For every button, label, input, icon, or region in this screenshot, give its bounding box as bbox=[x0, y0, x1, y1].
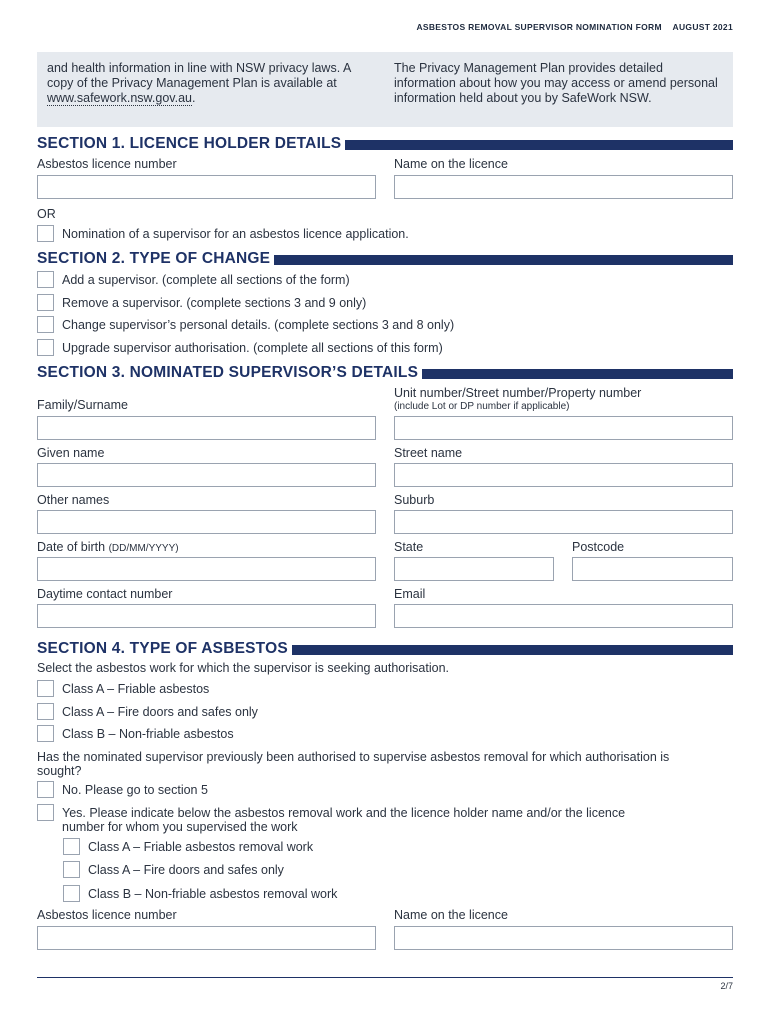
phone-label: Daytime contact number bbox=[37, 587, 173, 601]
nomination-option-label: Nomination of a supervisor for an asbestos licence application. bbox=[62, 227, 409, 241]
dob-format: (DD/MM/YYYY) bbox=[108, 543, 179, 554]
section-bar bbox=[274, 255, 733, 265]
s1-licence-number-label: Asbestos licence number bbox=[37, 157, 177, 171]
prev-class-a-fire-doors-checkbox[interactable] bbox=[63, 861, 80, 878]
previous-authorisation-question: Has the nominated supervisor previously been authorised to supervise asbestos removal for which authorisation is sought? bbox=[37, 750, 670, 778]
section-4-heading bbox=[37, 640, 733, 658]
dob-label: Date of birth (DD/MM/YYYY) bbox=[37, 540, 179, 554]
section-2-title: SECTION 2. TYPE OF CHANGE bbox=[37, 250, 271, 267]
family-name-input[interactable] bbox=[37, 416, 376, 440]
class-a-friable-checkbox[interactable] bbox=[37, 680, 54, 697]
phone-input[interactable] bbox=[37, 604, 376, 628]
remove-supervisor-checkbox[interactable] bbox=[37, 294, 54, 311]
no-checkbox[interactable] bbox=[37, 781, 54, 798]
prev-work-option-label: Class A – Fire doors and safes only bbox=[88, 863, 284, 877]
change-option-label: Add a supervisor. (complete all sections of the form) bbox=[62, 273, 350, 287]
section-3-heading bbox=[37, 364, 733, 382]
email-input[interactable] bbox=[394, 604, 733, 628]
yes-checkbox[interactable] bbox=[37, 804, 54, 821]
asbestos-option-label: Class A – Fire doors and safes only bbox=[62, 705, 258, 719]
privacy-left-text: and health information in line with NSW privacy laws. A copy of the Privacy Management Plan is available at www.safework.nsw.gov.au. bbox=[47, 61, 351, 105]
form-header bbox=[416, 22, 733, 32]
postcode-input[interactable] bbox=[572, 557, 733, 581]
family-name-label: Family/Surname bbox=[37, 398, 128, 412]
unit-number-sublabel: (include Lot or DP number if applicable) bbox=[394, 401, 570, 412]
asbestos-option-label: Class B – Non-friable asbestos bbox=[62, 727, 234, 741]
privacy-box bbox=[37, 52, 733, 127]
unit-number-label: Unit number/Street number/Property number bbox=[394, 386, 642, 400]
class-a-fire-doors-checkbox[interactable] bbox=[37, 703, 54, 720]
postcode-label: Postcode bbox=[572, 540, 625, 554]
section-bar bbox=[422, 369, 733, 379]
nomination-checkbox[interactable] bbox=[37, 225, 54, 242]
footer-divider bbox=[37, 977, 733, 978]
other-names-input[interactable] bbox=[37, 510, 376, 534]
section-2-heading bbox=[37, 250, 733, 268]
dob-input[interactable] bbox=[37, 557, 376, 581]
form-title: ASBESTOS REMOVAL SUPERVISOR NOMINATION FORM bbox=[416, 22, 662, 32]
upgrade-authorisation-checkbox[interactable] bbox=[37, 339, 54, 356]
s1-licence-name-input[interactable] bbox=[394, 175, 733, 199]
asbestos-intro: Select the asbestos work for which the supervisor is seeking authorisation. bbox=[37, 661, 450, 675]
asbestos-option-label: Class A – Friable asbestos bbox=[62, 682, 210, 696]
suburb-input[interactable] bbox=[394, 510, 733, 534]
section-1-title: SECTION 1. LICENCE HOLDER DETAILS bbox=[37, 135, 342, 152]
state-input[interactable] bbox=[394, 557, 554, 581]
other-names-label: Other names bbox=[37, 493, 110, 507]
yes-option-label: Yes. Please indicate below the asbestos removal work and the licence holder name and/or the licence number for whom you supervised the work bbox=[62, 806, 626, 834]
unit-number-input[interactable] bbox=[394, 416, 733, 440]
s4-licence-name-input[interactable] bbox=[394, 926, 733, 950]
email-label: Email bbox=[394, 587, 426, 601]
street-name-label: Street name bbox=[394, 446, 463, 460]
page-number: 2/7 bbox=[720, 981, 733, 991]
prev-work-option-label: Class A – Friable asbestos removal work bbox=[88, 840, 314, 854]
street-name-input[interactable] bbox=[394, 463, 733, 487]
s4-licence-number-input[interactable] bbox=[37, 926, 376, 950]
change-option-label: Remove a supervisor. (complete sections 3 and 9 only) bbox=[62, 296, 367, 310]
s4-licence-name-label: Name on the licence bbox=[394, 908, 508, 922]
prev-work-option-label: Class B – Non-friable asbestos removal work bbox=[88, 887, 338, 901]
class-b-nonfriable-checkbox[interactable] bbox=[37, 725, 54, 742]
section-bar bbox=[345, 140, 733, 150]
given-name-label: Given name bbox=[37, 446, 105, 460]
given-name-input[interactable] bbox=[37, 463, 376, 487]
change-option-label: Upgrade supervisor authorisation. (complete all sections of this form) bbox=[62, 341, 443, 355]
change-option-label: Change supervisor’s personal details. (complete sections 3 and 8 only) bbox=[62, 318, 455, 332]
change-details-checkbox[interactable] bbox=[37, 316, 54, 333]
section-4-title: SECTION 4. TYPE OF ASBESTOS bbox=[37, 640, 288, 657]
privacy-right-text: The Privacy Management Plan provides detailed information about how you may access or amend personal information held about you by SafeWork NSW. bbox=[394, 61, 718, 105]
no-option-label: No. Please go to section 5 bbox=[62, 783, 208, 797]
section-3-title: SECTION 3. NOMINATED SUPERVISOR’S DETAILS bbox=[37, 364, 419, 381]
section-1-heading bbox=[37, 135, 733, 153]
prev-class-b-nonfriable-checkbox[interactable] bbox=[63, 885, 80, 902]
add-supervisor-checkbox[interactable] bbox=[37, 271, 54, 288]
s1-licence-number-input[interactable] bbox=[37, 175, 376, 199]
suburb-label: Suburb bbox=[394, 493, 435, 507]
state-label: State bbox=[394, 540, 424, 554]
prev-class-a-friable-checkbox[interactable] bbox=[63, 838, 80, 855]
section-bar bbox=[292, 645, 733, 655]
form-date: AUGUST 2021 bbox=[672, 22, 733, 32]
safework-link[interactable]: www.safework.nsw.gov.au bbox=[47, 91, 192, 105]
s4-licence-number-label: Asbestos licence number bbox=[37, 908, 177, 922]
or-label: OR bbox=[37, 207, 56, 221]
s1-licence-name-label: Name on the licence bbox=[394, 157, 508, 171]
